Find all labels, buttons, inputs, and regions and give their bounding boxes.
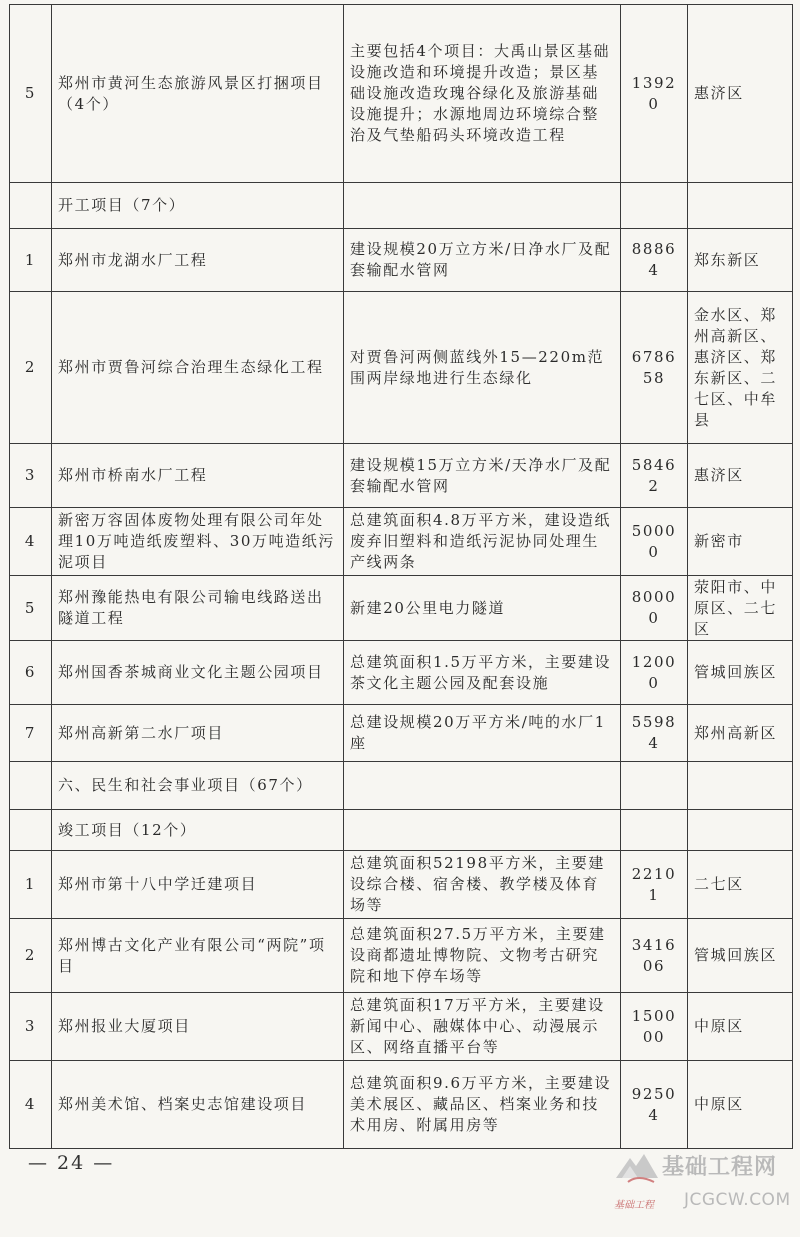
project-content: 建设规模15万立方米/天净水厂及配套输配水管网 [344, 444, 621, 508]
table-row [10, 851, 793, 919]
project-name: 新密万容固体废物处理有限公司年处理10万吨造纸废塑料、30万吨造纸污泥项目 [52, 508, 344, 576]
investment-amount: 678658 [621, 292, 688, 444]
investment-amount: 13920 [621, 5, 688, 183]
project-name: 郑州市黄河生态旅游风景区打捆项目（4个） [52, 5, 344, 183]
row-number: 2 [10, 919, 52, 993]
project-content: 总建筑面积52198平方米，主要建设综合楼、宿舍楼、教学楼及体育场等 [344, 851, 621, 919]
project-name: 郑州美术馆、档案史志馆建设项目 [52, 1061, 344, 1149]
investment-amount: 80000 [621, 576, 688, 641]
project-location: 中原区 [688, 1061, 793, 1149]
table-row [10, 641, 793, 705]
section-title: 竣工项目（12个） [52, 810, 344, 851]
section-row [10, 762, 793, 810]
watermark [614, 1146, 794, 1218]
investment-amount: 50000 [621, 508, 688, 576]
row-number: 3 [10, 444, 52, 508]
section-title: 开工项目（7个） [52, 183, 344, 229]
project-name: 郑州报业大厦项目 [52, 993, 344, 1061]
row-number: 4 [10, 508, 52, 576]
project-content: 对贾鲁河两侧蓝线外15—220m范围两岸绿地进行生态绿化 [344, 292, 621, 444]
table-row [10, 229, 793, 292]
watermark-small-text: 基础工程 [614, 1200, 654, 1211]
project-content: 总建设规模20万平方米/吨的水厂1座 [344, 705, 621, 762]
row-number: 1 [10, 851, 52, 919]
project-location [688, 810, 793, 851]
table-row [10, 705, 793, 762]
row-number [10, 183, 52, 229]
row-number: 4 [10, 1061, 52, 1149]
project-name: 郑州国香茶城商业文化主题公园项目 [52, 641, 344, 705]
watermark-url: JCGCW.COM [684, 1190, 791, 1210]
project-name: 郑州高新第二水厂项目 [52, 705, 344, 762]
project-location: 管城回族区 [688, 641, 793, 705]
project-location: 荥阳市、中原区、二七区 [688, 576, 793, 641]
table-row [10, 993, 793, 1061]
investment-amount: 12000 [621, 641, 688, 705]
investment-amount: 150000 [621, 993, 688, 1061]
row-number: 5 [10, 576, 52, 641]
section-row [10, 183, 793, 229]
project-content [344, 762, 621, 810]
project-location: 郑州高新区 [688, 705, 793, 762]
project-name: 郑州市龙湖水厂工程 [52, 229, 344, 292]
project-location [688, 183, 793, 229]
investment-amount [621, 810, 688, 851]
investment-amount: 341606 [621, 919, 688, 993]
project-name: 郑州豫能热电有限公司输电线路送出隧道工程 [52, 576, 344, 641]
investment-amount: 58462 [621, 444, 688, 508]
project-location [688, 762, 793, 810]
project-content: 总建筑面积4.8万平方米，建设造纸废弃旧塑料和造纸污泥协同处理生产线两条 [344, 508, 621, 576]
project-location: 管城回族区 [688, 919, 793, 993]
table-row [10, 292, 793, 444]
project-location: 二七区 [688, 851, 793, 919]
project-name: 郑州市贾鲁河综合治理生态绿化工程 [52, 292, 344, 444]
project-content: 建设规模20万立方米/日净水厂及配套输配水管网 [344, 229, 621, 292]
project-name: 郑州市第十八中学迁建项目 [52, 851, 344, 919]
investment-amount: 55984 [621, 705, 688, 762]
table-row [10, 576, 793, 641]
project-location: 金水区、郑州高新区、惠济区、郑东新区、二七区、中牟县 [688, 292, 793, 444]
project-location: 郑东新区 [688, 229, 793, 292]
project-name: 郑州市桥南水厂工程 [52, 444, 344, 508]
project-location: 中原区 [688, 993, 793, 1061]
investment-amount [621, 183, 688, 229]
project-location: 新密市 [688, 508, 793, 576]
table-row [10, 1061, 793, 1149]
row-number: 3 [10, 993, 52, 1061]
row-number: 5 [10, 5, 52, 183]
investment-amount [621, 762, 688, 810]
project-content [344, 810, 621, 851]
project-content: 主要包括4个项目：大禹山景区基础设施改造和环境提升改造；景区基础设施改造玫瑰谷绿化及旅游基础设施提升；水源地周边环境综合整治及气垫船码头环境改造工程 [344, 5, 621, 183]
table-row [10, 444, 793, 508]
section-title: 六、民生和社会事业项目（67个） [52, 762, 344, 810]
row-number [10, 810, 52, 851]
project-location: 惠济区 [688, 5, 793, 183]
project-content [344, 183, 621, 229]
table-row [10, 919, 793, 993]
section-row [10, 810, 793, 851]
watermark-title: 基础工程网 [662, 1155, 778, 1180]
project-name: 郑州博古文化产业有限公司“两院”项目 [52, 919, 344, 993]
row-number: 2 [10, 292, 52, 444]
project-content: 总建筑面积9.6万平方米，主要建设美术展区、藏品区、档案业务和技术用房、附属用房等 [344, 1061, 621, 1149]
project-content: 总建筑面积17万平方米，主要建设新闻中心、融媒体中心、动漫展示区、网络直播平台等 [344, 993, 621, 1061]
table-row [10, 508, 793, 576]
project-content: 新建20公里电力隧道 [344, 576, 621, 641]
page-number: — 24 — [28, 1152, 115, 1174]
investment-amount: 88864 [621, 229, 688, 292]
table-row [10, 5, 793, 183]
row-number [10, 762, 52, 810]
row-number: 7 [10, 705, 52, 762]
project-content: 总建筑面积1.5万平方米，主要建设茶文化主题公园及配套设施 [344, 641, 621, 705]
row-number: 6 [10, 641, 52, 705]
watermark-logo-icon [614, 1148, 660, 1188]
investment-amount: 22101 [621, 851, 688, 919]
project-table [9, 4, 793, 1149]
project-location: 惠济区 [688, 444, 793, 508]
row-number: 1 [10, 229, 52, 292]
project-content: 总建筑面积27.5万平方米，主要建设商都遗址博物院、文物考古研究院和地下停车场等 [344, 919, 621, 993]
investment-amount: 92504 [621, 1061, 688, 1149]
